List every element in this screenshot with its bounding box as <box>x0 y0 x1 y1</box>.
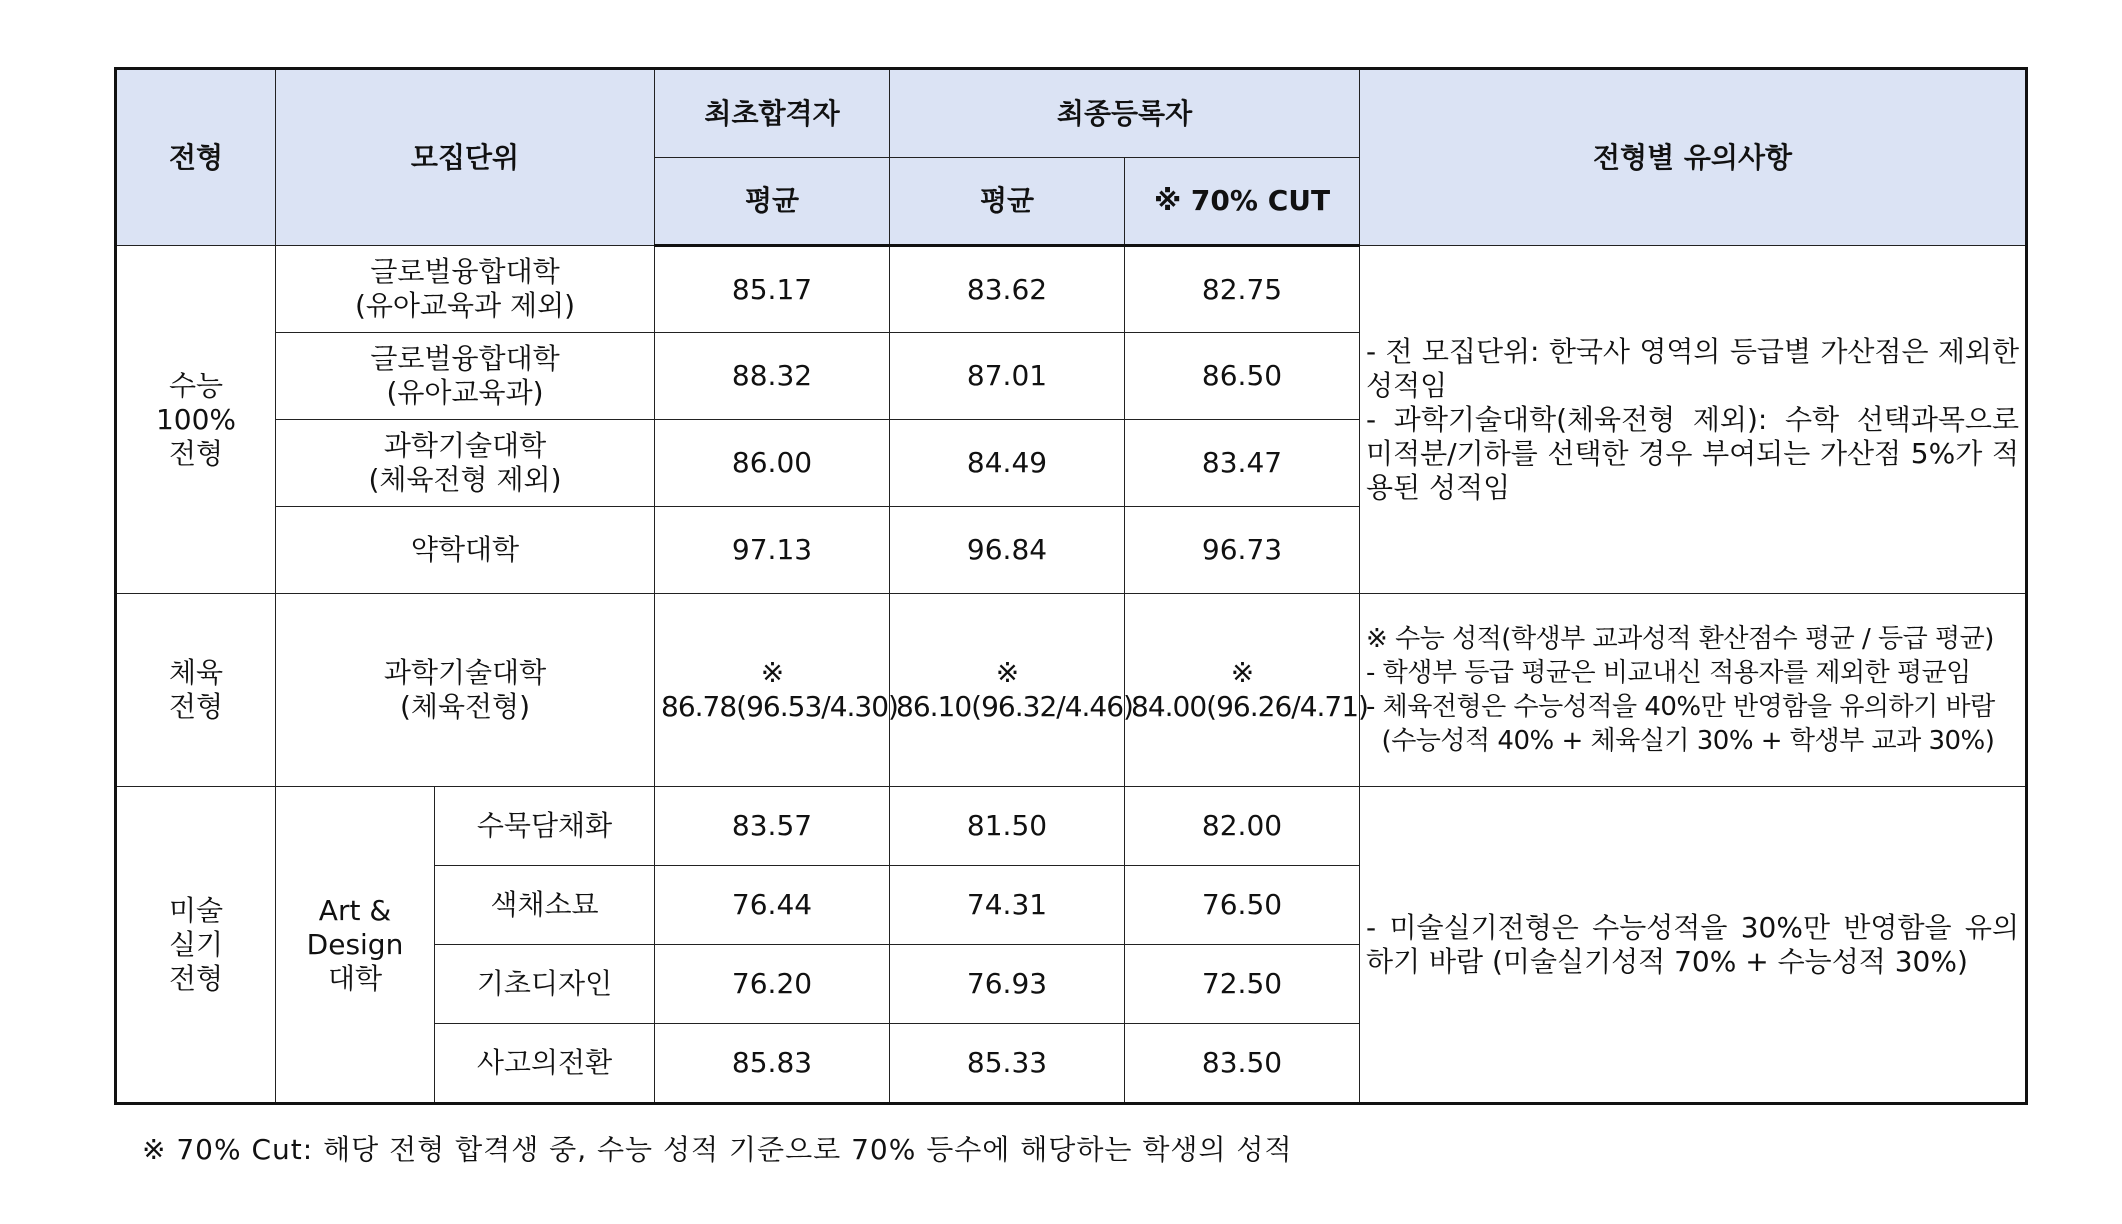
note-line: ※ 수능 성적(학생부 교과성적 환산점수 평균 / 등급 평균) <box>1366 624 1994 654</box>
unit-cell: 수묵담채화 <box>435 787 655 866</box>
note-line: - 과학기술대학(체육전형 제외): 수학 선택과목으로 미적분/기하를 선택한 경우 부여되는 가산점 5%가 적용된 성적임 <box>1366 402 2020 504</box>
art-design-college: Art & Design 대학 <box>276 787 435 1103</box>
admission-results-table <box>116 69 2026 1103</box>
final-average-cell: 76.93 <box>890 945 1125 1024</box>
first-average-cell: 86.00 <box>655 420 890 507</box>
unit-cell: 글로벌융합대학 (유아교육과 제외) <box>276 246 655 333</box>
group-label-pe: 체육 전형 <box>117 594 276 787</box>
note-line: - 전 모집단위: 한국사 영역의 등급별 가산점은 제외한 성적임 <box>1366 334 2020 402</box>
notes-art <box>1360 787 2026 1103</box>
unit-cell: 약학대학 <box>276 507 655 594</box>
first-average-cell: 97.13 <box>655 507 890 594</box>
final-average-cell: ※ 86.10(96.32/4.46) <box>890 594 1125 787</box>
first-average-cell: ※ 86.78(96.53/4.30) <box>655 594 890 787</box>
note-line: - 학생부 등급 평균은 비교내신 적용자를 제외한 평균임 <box>1366 658 1971 688</box>
cut-cell: 96.73 <box>1125 507 1360 594</box>
header-final-average: 평균 <box>890 158 1125 246</box>
cut-cell: 86.50 <box>1125 333 1360 420</box>
final-average-cell: 83.62 <box>890 246 1125 333</box>
unit-cell: 글로벌융합대학 (유아교육과) <box>276 333 655 420</box>
final-average-cell: 87.01 <box>890 333 1125 420</box>
group-label-suneung: 수능 100% 전형 <box>117 246 276 594</box>
header-final-registration: 최종등록자 <box>890 70 1360 158</box>
header-70-cut: ※ 70% CUT <box>1125 158 1360 246</box>
header-first-average: 평균 <box>655 158 890 246</box>
table-row <box>117 787 2026 866</box>
final-average-cell: 96.84 <box>890 507 1125 594</box>
cut-cell: 83.50 <box>1125 1024 1360 1103</box>
footnote: ※ 70% Cut: 해당 전형 합격생 중, 수능 성적 기준으로 70% 등수에 해당하는 학생의 성적 <box>142 1133 1293 1166</box>
unit-cell: 색채소묘 <box>435 866 655 945</box>
final-average-cell: 84.49 <box>890 420 1125 507</box>
first-average-cell: 83.57 <box>655 787 890 866</box>
cut-cell: 82.75 <box>1125 246 1360 333</box>
notes-pe <box>1360 594 2026 787</box>
final-average-cell: 85.33 <box>890 1024 1125 1103</box>
first-average-cell: 85.83 <box>655 1024 890 1103</box>
cut-cell: 76.50 <box>1125 866 1360 945</box>
header-unit: 모집단위 <box>276 70 655 246</box>
unit-cell: 과학기술대학 (체육전형 제외) <box>276 420 655 507</box>
note-line: - 체육전형은 수능성적을 40%만 반영함을 유의하기 바람 <box>1366 692 1995 722</box>
cut-cell: 72.50 <box>1125 945 1360 1024</box>
cut-cell: 82.00 <box>1125 787 1360 866</box>
cut-cell: 83.47 <box>1125 420 1360 507</box>
notes-suneung <box>1360 246 2026 594</box>
final-average-cell: 81.50 <box>890 787 1125 866</box>
note-line: - 미술실기전형은 수능성적을 30%만 반영함을 유의하기 바람 (미술실기성적 70% + 수능성적 30%) <box>1366 910 2020 978</box>
unit-cell: 기초디자인 <box>435 945 655 1024</box>
group-label-art: 미술 실기 전형 <box>117 787 276 1103</box>
unit-cell: 사고의전환 <box>435 1024 655 1103</box>
first-average-cell: 76.44 <box>655 866 890 945</box>
header-type: 전형 <box>117 70 276 246</box>
cut-cell: ※ 84.00(96.26/4.71) <box>1125 594 1360 787</box>
header-first-pass: 최초합격자 <box>655 70 890 158</box>
final-average-cell: 74.31 <box>890 866 1125 945</box>
header-notes: 전형별 유의사항 <box>1360 70 2026 246</box>
first-average-cell: 76.20 <box>655 945 890 1024</box>
first-average-cell: 88.32 <box>655 333 890 420</box>
unit-cell: 과학기술대학 (체육전형) <box>276 594 655 787</box>
first-average-cell: 85.17 <box>655 246 890 333</box>
table-row <box>117 594 2026 787</box>
note-line: (수능성적 40% + 체육실기 30% + 학생부 교과 30%) <box>1366 726 1995 756</box>
table-row <box>117 246 2026 333</box>
